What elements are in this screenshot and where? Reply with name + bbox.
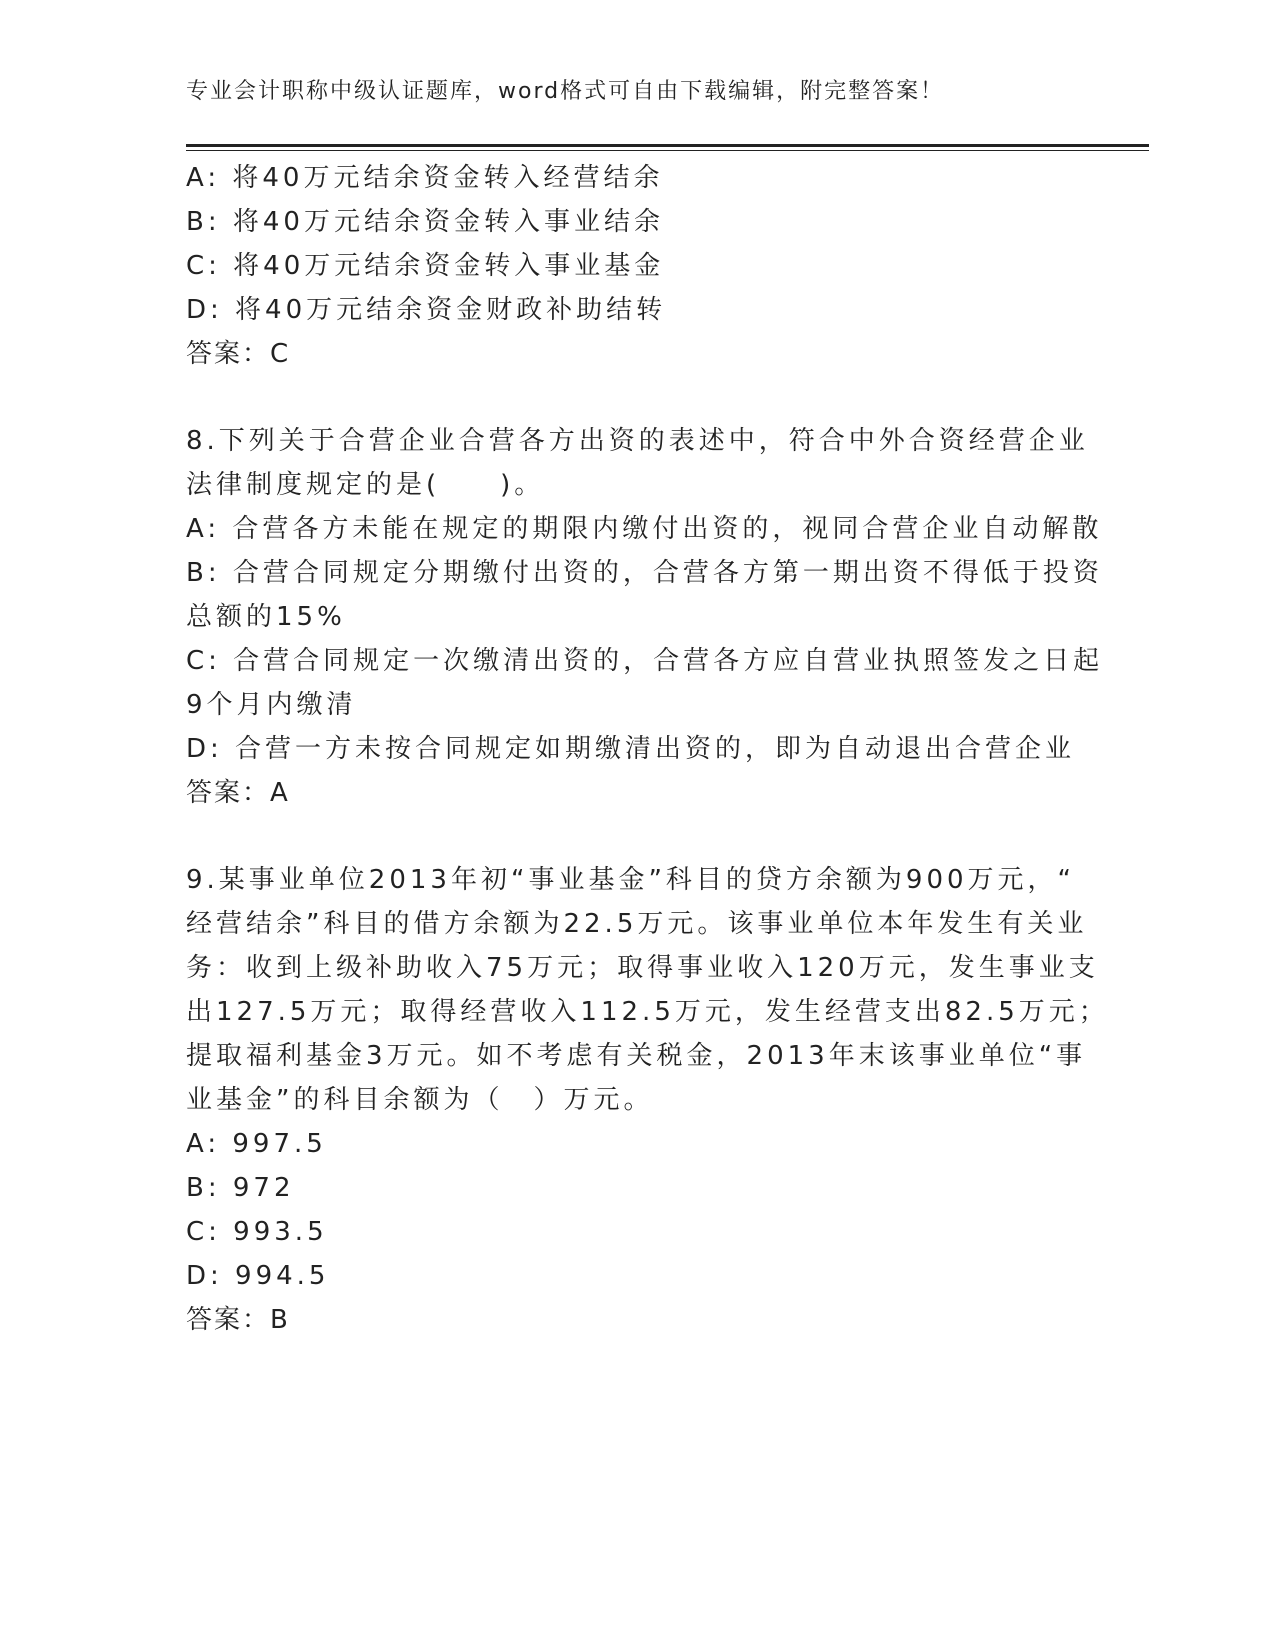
q9-option-d: D: 994.5 xyxy=(186,1261,330,1291)
q9-answer: 答案：B xyxy=(186,1305,290,1335)
q9-option-c: C: 993.5 xyxy=(186,1217,328,1247)
q9-option-b: B: 972 xyxy=(186,1173,295,1203)
page-header: 专业会计职称中级认证题库，word格式可自由下载编辑，附完整答案！ xyxy=(186,79,945,104)
q8-option-a: A: 合营各方未能在规定的期限内缴付出资的，视同合营企业自动解散 xyxy=(186,514,1103,544)
q8-stem-line-2: 法律制度规定的是( )。 xyxy=(186,470,545,500)
q8-option-b-cont: 总额的15% xyxy=(186,602,346,632)
q7-answer: 答案：C xyxy=(186,339,291,369)
q7-option-a: A: 将40万元结余资金转入经营结余 xyxy=(186,163,664,193)
q8-option-c-cont: 9个月内缴清 xyxy=(186,690,357,720)
q8-option-d: D: 合营一方未按合同规定如期缴清出资的，即为自动退出合营企业 xyxy=(186,734,1076,764)
header-rule-thick xyxy=(186,144,1149,147)
q9-stem-line-1: 9.某事业单位2013年初“事业基金”科目的贷方余额为900万元，“ xyxy=(186,865,1076,895)
q8-option-c: C: 合营合同规定一次缴清出资的，合营各方应自营业执照签发之日起 xyxy=(186,646,1104,676)
q8-answer: 答案：A xyxy=(186,778,290,808)
q9-stem-line-2: 经营结余”科目的借方余额为22.5万元。该事业单位本年发生有关业 xyxy=(186,909,1088,939)
q8-stem-line-1: 8.下列关于合营企业合营各方出资的表述中，符合中外合资经营企业 xyxy=(186,426,1089,456)
q7-option-d: D: 将40万元结余资金财政补助结转 xyxy=(186,295,667,325)
q9-option-a: A: 997.5 xyxy=(186,1129,327,1159)
q8-option-b: B: 合营合同规定分期缴付出资的，合营各方第一期出资不得低于投资 xyxy=(186,558,1103,588)
q7-option-c: C: 将40万元结余资金转入事业基金 xyxy=(186,251,665,281)
q9-stem-line-6: 业基金”的科目余额为（ ）万元。 xyxy=(186,1085,654,1115)
q9-stem-line-5: 提取福利基金3万元。如不考虑有关税金，2013年末该事业单位“事 xyxy=(186,1041,1087,1071)
q9-stem-line-4: 出127.5万元；取得经营收入112.5万元，发生经营支出82.5万元； xyxy=(186,997,1109,1027)
header-rule-thin xyxy=(186,150,1149,151)
q7-option-b: B: 将40万元结余资金转入事业结余 xyxy=(186,207,664,237)
q9-stem-line-3: 务：收到上级补助收入75万元；取得事业收入120万元，发生事业支 xyxy=(186,953,1099,983)
